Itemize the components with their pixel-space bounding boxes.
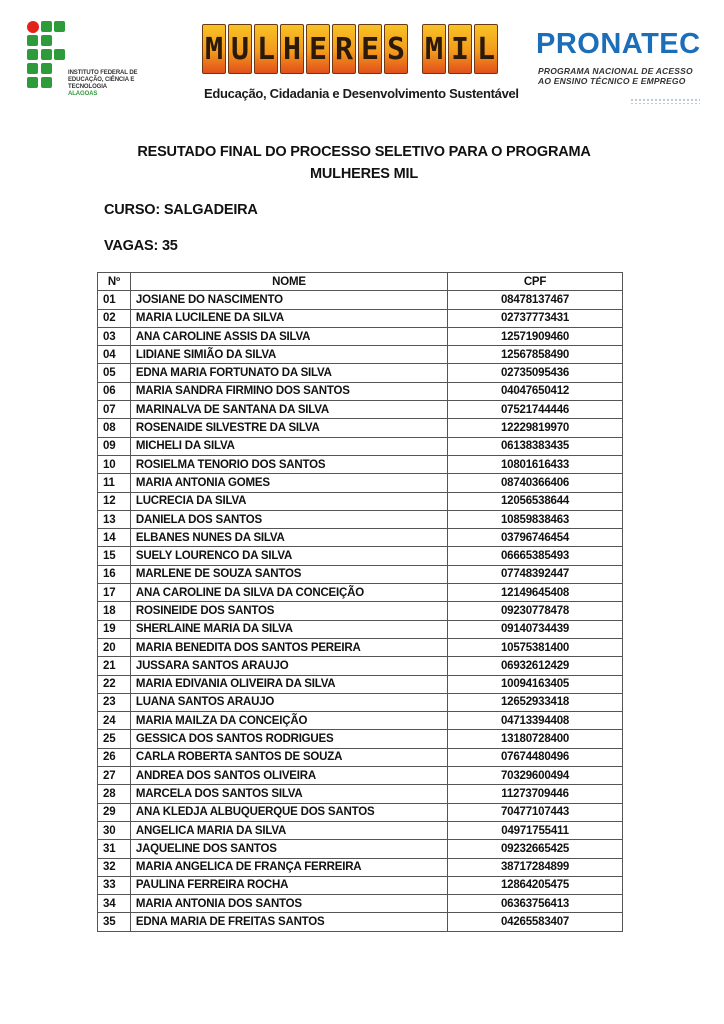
table-row: [98, 730, 623, 748]
row-cpf: 11273709446: [448, 785, 623, 803]
row-cpf: 08740366406: [448, 474, 623, 492]
row-name: GESSICA DOS SANTOS RODRIGUES: [130, 730, 447, 748]
row-name: ANGELICA MARIA DA SILVA: [130, 821, 447, 839]
pronatec-subtitle: [538, 66, 693, 86]
row-number: 21: [98, 657, 131, 675]
row-name: MARIA MAILZA DA CONCEIÇÃO: [130, 712, 447, 730]
table-row: [98, 675, 623, 693]
row-cpf: 06932612429: [448, 657, 623, 675]
row-cpf: 09232665425: [448, 840, 623, 858]
row-number: 24: [98, 712, 131, 730]
header-cpf: CPF: [448, 273, 623, 291]
row-cpf: 12571909460: [448, 327, 623, 345]
table-row: [98, 602, 623, 620]
row-name: ELBANES NUNES DA SILVA: [130, 529, 447, 547]
row-number: 23: [98, 693, 131, 711]
row-cpf: 10094163405: [448, 675, 623, 693]
table-row: [98, 364, 623, 382]
wordmark-letter: L: [254, 24, 278, 74]
wordmark-letter: E: [358, 24, 382, 74]
row-number: 20: [98, 638, 131, 656]
mulheres-mil-wordmark: [202, 24, 498, 74]
row-number: 16: [98, 565, 131, 583]
course-label: CURSO: SALGADEIRA: [104, 202, 258, 218]
table-row: [98, 455, 623, 473]
if-grid-icon: [26, 20, 66, 96]
table-row: [98, 895, 623, 913]
row-cpf: 04713394408: [448, 712, 623, 730]
row-cpf: 70329600494: [448, 767, 623, 785]
row-number: 05: [98, 364, 131, 382]
pronatec-title: PRONATEC: [536, 28, 701, 60]
table-row: [98, 620, 623, 638]
row-name: CARLA ROBERTA SANTOS DE SOUZA: [130, 748, 447, 766]
table-row: [98, 309, 623, 327]
pronatec-dots-decoration: [630, 98, 700, 104]
table-row: [98, 712, 623, 730]
row-name: ANDREA DOS SANTOS OLIVEIRA: [130, 767, 447, 785]
row-cpf: 07748392447: [448, 565, 623, 583]
document-header: [0, 14, 724, 104]
row-cpf: 07674480496: [448, 748, 623, 766]
row-cpf: 06363756413: [448, 895, 623, 913]
table-row: [98, 419, 623, 437]
title-line-2: MULHERES MIL: [310, 166, 418, 182]
row-name: ROSINEIDE DOS SANTOS: [130, 602, 447, 620]
table-row: [98, 821, 623, 839]
row-cpf: 03796746454: [448, 529, 623, 547]
row-name: ROSENAIDE SILVESTRE DA SILVA: [130, 419, 447, 437]
table-row: [98, 840, 623, 858]
row-cpf: 04971755411: [448, 821, 623, 839]
wordmark-letter: M: [202, 24, 226, 74]
results-table: [97, 272, 623, 932]
table-row: [98, 437, 623, 455]
row-name: LUANA SANTOS ARAUJO: [130, 693, 447, 711]
row-cpf: 02735095436: [448, 364, 623, 382]
if-logo-line-2: EDUCAÇÃO, CIÊNCIA E TECNOLOGIA: [68, 77, 135, 90]
row-cpf: 70477107443: [448, 803, 623, 821]
row-name: MARLENE DE SOUZA SANTOS: [130, 565, 447, 583]
row-name: LIDIANE SIMIÃO DA SILVA: [130, 346, 447, 364]
table-row: [98, 492, 623, 510]
row-number: 22: [98, 675, 131, 693]
row-cpf: 10801616433: [448, 455, 623, 473]
row-name: ANA CAROLINE DA SILVA DA CONCEIÇÃO: [130, 584, 447, 602]
document-title: [104, 141, 624, 185]
wordmark-letter: M: [422, 24, 446, 74]
row-cpf: 08478137467: [448, 291, 623, 309]
row-number: 14: [98, 529, 131, 547]
table-row: [98, 510, 623, 528]
row-number: 02: [98, 309, 131, 327]
header-name: NOME: [130, 273, 447, 291]
row-name: MICHELI DA SILVA: [130, 437, 447, 455]
pronatec-subtitle-line-1: PROGRAMA NACIONAL DE ACESSO: [538, 66, 693, 76]
row-name: MARIA LUCILENE DA SILVA: [130, 309, 447, 327]
title-line-1: RESUTADO FINAL DO PROCESSO SELETIVO PARA O PROGRAMA: [137, 144, 591, 160]
row-number: 31: [98, 840, 131, 858]
mulheres-mil-logo: [200, 24, 519, 108]
row-name: ROSIELMA TENORIO DOS SANTOS: [130, 455, 447, 473]
row-number: 30: [98, 821, 131, 839]
row-number: 29: [98, 803, 131, 821]
row-name: PAULINA FERREIRA ROCHA: [130, 876, 447, 894]
row-number: 15: [98, 547, 131, 565]
row-cpf: 13180728400: [448, 730, 623, 748]
table-row: [98, 547, 623, 565]
row-name: MARIA EDIVANIA OLIVEIRA DA SILVA: [130, 675, 447, 693]
row-cpf: 12149645408: [448, 584, 623, 602]
table-row: [98, 767, 623, 785]
wordmark-letter: E: [306, 24, 330, 74]
row-name: MARINALVA DE SANTANA DA SILVA: [130, 401, 447, 419]
pronatec-subtitle-line-2: AO ENSINO TÉCNICO E EMPREGO: [538, 76, 686, 86]
row-number: 09: [98, 437, 131, 455]
mulheres-mil-tagline: Educação, Cidadania e Desenvolvimento Sustentável: [204, 86, 519, 101]
table-row: [98, 876, 623, 894]
row-number: 18: [98, 602, 131, 620]
table-row: [98, 401, 623, 419]
row-name: JUSSARA SANTOS ARAUJO: [130, 657, 447, 675]
row-name: ANA KLEDJA ALBUQUERQUE DOS SANTOS: [130, 803, 447, 821]
row-number: 12: [98, 492, 131, 510]
table-header-row: [98, 273, 623, 291]
wordmark-gap: [410, 24, 420, 74]
row-cpf: 07521744446: [448, 401, 623, 419]
row-number: 19: [98, 620, 131, 638]
row-number: 03: [98, 327, 131, 345]
row-name: JOSIANE DO NASCIMENTO: [130, 291, 447, 309]
row-number: 25: [98, 730, 131, 748]
row-name: MARIA BENEDITA DOS SANTOS PEREIRA: [130, 638, 447, 656]
wordmark-letter: R: [332, 24, 356, 74]
row-number: 13: [98, 510, 131, 528]
row-number: 27: [98, 767, 131, 785]
table-row: [98, 584, 623, 602]
vacancies-label: VAGAS: 35: [104, 238, 178, 254]
row-cpf: 02737773431: [448, 309, 623, 327]
row-name: MARIA ANTONIA GOMES: [130, 474, 447, 492]
table-row: [98, 693, 623, 711]
row-number: 10: [98, 455, 131, 473]
table-row: [98, 858, 623, 876]
if-logo-line-3: ALAGOAS: [68, 91, 98, 97]
row-number: 17: [98, 584, 131, 602]
header-number: Nº: [98, 273, 131, 291]
row-number: 07: [98, 401, 131, 419]
row-number: 08: [98, 419, 131, 437]
results-table-body: [98, 291, 623, 931]
row-name: EDNA MARIA DE FREITAS SANTOS: [130, 913, 447, 931]
row-cpf: 38717284899: [448, 858, 623, 876]
row-cpf: 06665385493: [448, 547, 623, 565]
table-row: [98, 657, 623, 675]
table-row: [98, 638, 623, 656]
wordmark-letter: S: [384, 24, 408, 74]
row-cpf: 10859838463: [448, 510, 623, 528]
row-name: SUELY LOURENCO DA SILVA: [130, 547, 447, 565]
row-cpf: 10575381400: [448, 638, 623, 656]
row-name: EDNA MARIA FORTUNATO DA SILVA: [130, 364, 447, 382]
table-row: [98, 565, 623, 583]
pronatec-logo: [530, 28, 700, 88]
table-row: [98, 291, 623, 309]
wordmark-letter: L: [474, 24, 498, 74]
wordmark-letter: U: [228, 24, 252, 74]
row-name: MARIA ANGELICA DE FRANÇA FERREIRA: [130, 858, 447, 876]
table-row: [98, 346, 623, 364]
table-row: [98, 803, 623, 821]
table-row: [98, 785, 623, 803]
row-number: 34: [98, 895, 131, 913]
row-cpf: 09140734439: [448, 620, 623, 638]
wordmark-letter: I: [448, 24, 472, 74]
row-number: 01: [98, 291, 131, 309]
table-row: [98, 382, 623, 400]
row-number: 32: [98, 858, 131, 876]
table-row: [98, 474, 623, 492]
row-number: 28: [98, 785, 131, 803]
row-name: DANIELA DOS SANTOS: [130, 510, 447, 528]
row-cpf: 06138383435: [448, 437, 623, 455]
row-cpf: 12864205475: [448, 876, 623, 894]
row-cpf: 12229819970: [448, 419, 623, 437]
row-name: JAQUELINE DOS SANTOS: [130, 840, 447, 858]
row-name: ANA CAROLINE ASSIS DA SILVA: [130, 327, 447, 345]
wordmark-letter: H: [280, 24, 304, 74]
row-number: 04: [98, 346, 131, 364]
table-row: [98, 327, 623, 345]
row-cpf: 09230778478: [448, 602, 623, 620]
table-row: [98, 529, 623, 547]
if-alagoas-logo: [26, 20, 166, 100]
row-name: MARIA ANTONIA DOS SANTOS: [130, 895, 447, 913]
row-cpf: 12652933418: [448, 693, 623, 711]
row-cpf: 04047650412: [448, 382, 623, 400]
row-number: 06: [98, 382, 131, 400]
row-name: MARCELA DOS SANTOS SILVA: [130, 785, 447, 803]
table-row: [98, 748, 623, 766]
row-cpf: 12567858490: [448, 346, 623, 364]
table-row: [98, 913, 623, 931]
row-number: 35: [98, 913, 131, 931]
row-name: MARIA SANDRA FIRMINO DOS SANTOS: [130, 382, 447, 400]
row-number: 26: [98, 748, 131, 766]
row-cpf: 04265583407: [448, 913, 623, 931]
row-cpf: 12056538644: [448, 492, 623, 510]
if-logo-text: [68, 70, 166, 98]
row-number: 33: [98, 876, 131, 894]
if-logo-line-1: INSTITUTO FEDERAL DE: [68, 70, 138, 76]
row-number: 11: [98, 474, 131, 492]
row-name: LUCRECIA DA SILVA: [130, 492, 447, 510]
row-name: SHERLAINE MARIA DA SILVA: [130, 620, 447, 638]
